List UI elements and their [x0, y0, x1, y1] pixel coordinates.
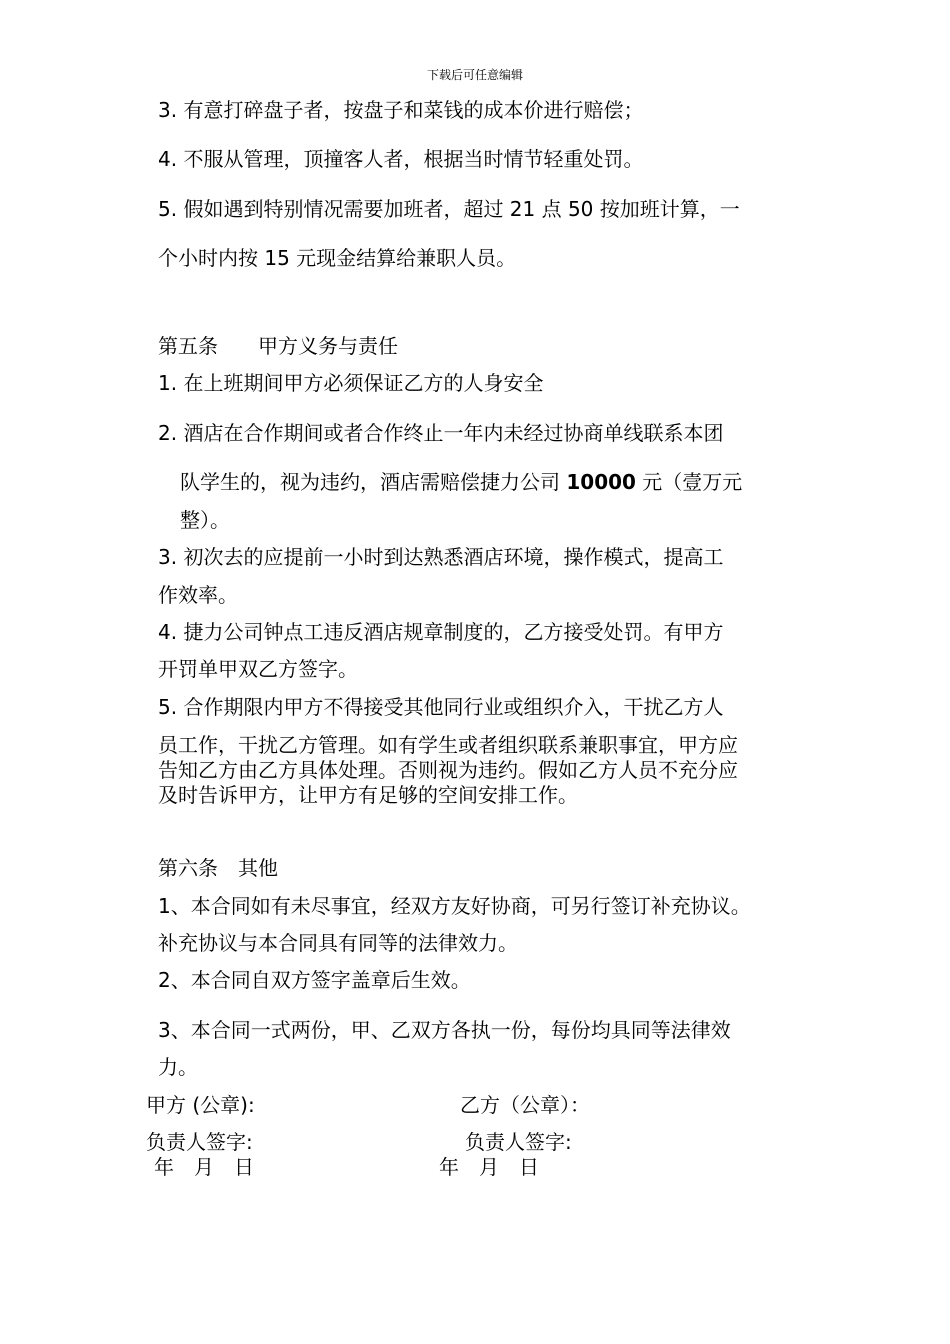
- section-5-item-2-line-2: [180, 470, 742, 494]
- section-5-item-2-line-3: 整）。: [180, 508, 230, 532]
- party-b-signature-label: 负责人签字:: [465, 1130, 572, 1154]
- party-a-seal-label: 甲方 (公章):: [146, 1093, 255, 1117]
- section-6-item-3-line-1: 3、本合同一式两份，甲、乙双方各执一份，每份均具同等法律效: [158, 1018, 731, 1042]
- section-6-item-2: 2、本合同自双方签字盖章后生效。: [158, 968, 471, 992]
- section-6-item-1-line-2: 补充协议与本合同具有同等的法律效力。: [158, 931, 518, 955]
- section-5-item-5-line-2: 员工作，干扰乙方管理。如有学生或者组织联系兼职事宜，甲方应: [158, 733, 738, 757]
- clause-item-5-line-2: 个小时内按 15 元现金结算给兼职人员。: [158, 246, 517, 270]
- section-5-item-5-line-1: 5. 合作期限内甲方不得接受其他同行业或组织介入，干扰乙方人: [158, 695, 724, 719]
- section-5-item-5-line-3: 告知乙方由乙方具体处理。否则视为违约。假如乙方人员不充分应: [158, 758, 738, 782]
- clause-item-3: 3. 有意打碎盘子者，按盘子和菜钱的成本价进行赔偿；: [158, 98, 644, 122]
- section-5-item-4-line-1: 4. 捷力公司钟点工违反酒店规章制度的，乙方接受处罚。有甲方: [158, 620, 724, 644]
- section-5-title: 第五条 甲方义务与责任: [158, 334, 398, 358]
- clause-item-4: 4. 不服从管理，顶撞客人者，根据当时情节轻重处罚。: [158, 147, 644, 171]
- section-6-item-1-line-1: 1、本合同如有未尽事宜，经双方友好协商，可另行签订补充协议。: [158, 894, 751, 918]
- page-header-note: 下载后可任意编辑: [426, 68, 523, 82]
- section-6-item-3-line-2: 力。: [158, 1055, 198, 1079]
- clause-item-5-line-1: 5. 假如遇到特别情况需要加班者，超过 21 点 50 按加班计算，一: [158, 197, 740, 221]
- item-2-text-before-amount: 队学生的，视为违约，酒店需赔偿捷力公司: [180, 470, 567, 494]
- party-b-date: 年 月 日: [439, 1155, 539, 1179]
- party-a-date: 年 月 日: [154, 1155, 254, 1179]
- section-6-title: 第六条 其他: [158, 856, 278, 880]
- party-a-signature-label: 负责人签字:: [146, 1130, 253, 1154]
- section-5-item-1: 1. 在上班期间甲方必须保证乙方的人身安全: [158, 371, 544, 395]
- section-5-item-5-line-4: 及时告诉甲方，让甲方有足够的空间安排工作。: [158, 783, 578, 807]
- item-2-text-after-amount: 元（壹万元: [635, 470, 743, 494]
- section-5-item-3-line-2: 作效率。: [158, 583, 238, 607]
- section-5-item-2-line-1: 2. 酒店在合作期间或者合作终止一年内未经过协商单线联系本团: [158, 421, 724, 445]
- section-5-item-4-line-2: 开罚单甲双乙方签字。: [158, 657, 358, 681]
- section-5-item-3-line-1: 3. 初次去的应提前一小时到达熟悉酒店环境，操作模式，提高工: [158, 545, 724, 569]
- party-b-seal-label: 乙方（公章）：: [460, 1093, 590, 1117]
- compensation-amount: 10000: [566, 470, 636, 494]
